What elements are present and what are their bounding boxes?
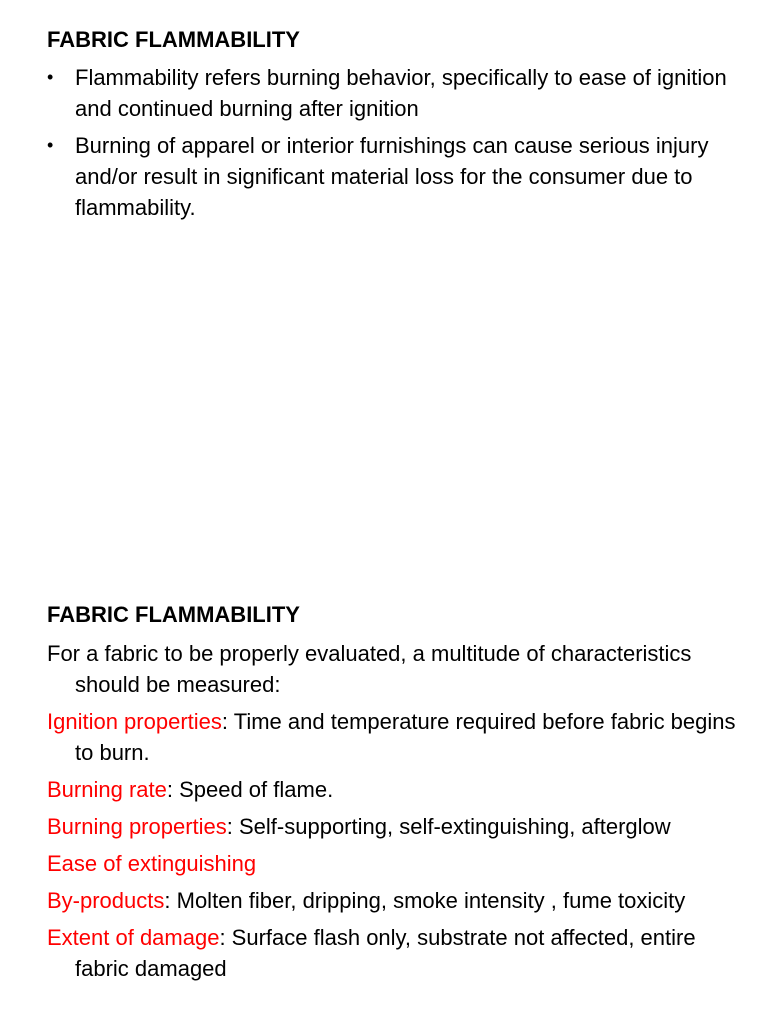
characteristic-item [47,885,747,916]
characteristic-term: Extent of damage [47,925,220,950]
characteristic-term: Burning rate [47,777,167,802]
slide-1-bullet-list [47,62,737,229]
bullet-dot-icon: • [47,67,54,87]
characteristic-term: Ease of extinguishing [47,851,257,876]
characteristic-desc: : Time and temperature required before fabric begins to burn. [75,709,736,765]
characteristic-desc: : Self-supporting, self-extinguishing, afterglow [226,814,671,839]
bullet-item [47,130,737,223]
characteristic-desc: : Speed of flame. [166,777,334,802]
bullet-text: Burning of apparel or interior furnishings can cause serious injury and/or result in significant material loss for the consumer due to flammability. [75,133,709,220]
characteristic-desc: : Molten fiber, dripping, smoke intensity , fume toxicity [164,888,686,913]
characteristic-item [47,922,747,984]
slide-2-title: FABRIC FLAMMABILITY [47,602,300,627]
bullet-dot-icon: • [47,135,54,155]
bullet-item [47,62,737,124]
characteristic-item [47,706,747,768]
slide-2 [0,580,768,1024]
characteristic-item [47,774,747,805]
characteristic-item [47,848,747,879]
characteristic-term: Burning properties [47,814,227,839]
characteristic-term: Ignition properties [47,709,222,734]
slide-2-body [47,638,747,990]
bullet-text: Flammability refers burning behavior, specifically to ease of ignition and continued burning after ignition [75,65,727,121]
slide-1-title: FABRIC FLAMMABILITY [47,27,300,52]
characteristic-term: By-products [47,888,165,913]
characteristic-desc: : Surface flash only, substrate not affected, entire fabric damaged [75,925,696,981]
intro-paragraph: For a fabric to be properly evaluated, a multitude of characteristics should be measured: [47,641,692,697]
characteristic-item [47,811,747,842]
